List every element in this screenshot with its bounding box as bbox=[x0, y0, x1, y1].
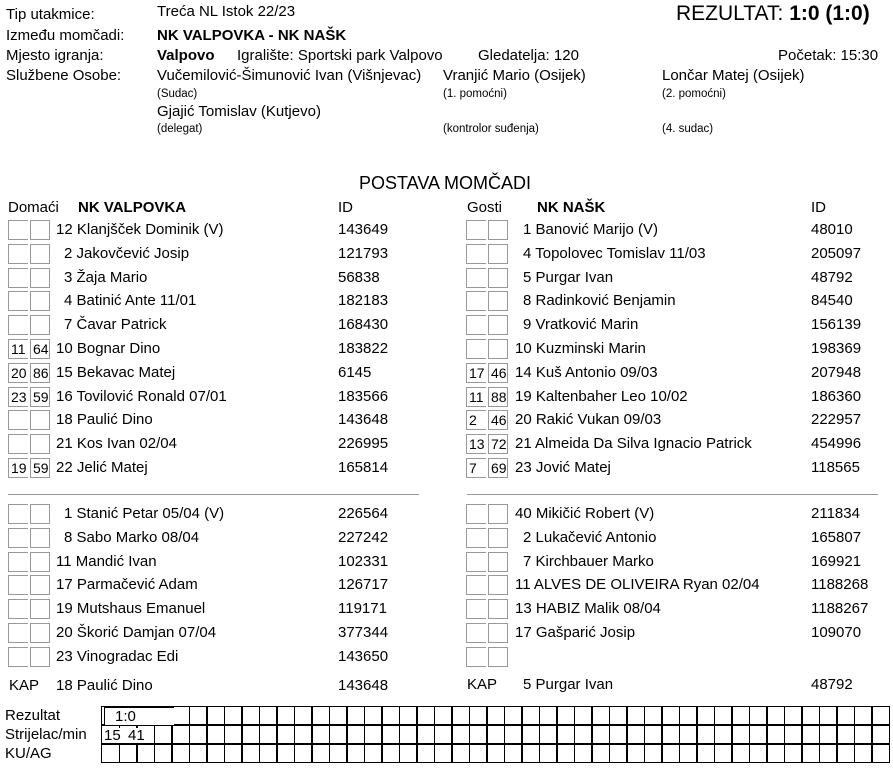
footer-cell bbox=[381, 706, 400, 725]
minute-box-in bbox=[8, 434, 28, 454]
player-name: 40 Mikičić Robert (V) bbox=[515, 505, 655, 522]
minute-box-in bbox=[8, 599, 28, 619]
tip-value: Treća NL Istok 22/23 bbox=[157, 3, 296, 20]
footer-cell bbox=[346, 744, 365, 763]
sluzbene-label: Službene Osobe: bbox=[6, 67, 122, 84]
pocetak: Početak: 15:30 bbox=[778, 47, 879, 64]
player-name: 16 Tovilović Ronald 07/01 bbox=[56, 388, 227, 405]
minute-box-out: 88 bbox=[488, 387, 508, 407]
minute-box-out bbox=[30, 528, 50, 548]
official3-role: (2. pomoćni) bbox=[662, 88, 726, 100]
minute-box-out bbox=[30, 291, 50, 311]
izmedju-value: NK VALPOVKA - NK NAŠK bbox=[157, 27, 347, 44]
minute-box-in bbox=[466, 244, 486, 264]
minute-box-out: 59 bbox=[30, 458, 50, 478]
footer-cell bbox=[276, 744, 295, 763]
minute-box-in bbox=[8, 410, 28, 430]
footer-cell bbox=[136, 744, 155, 763]
minute-box-in bbox=[466, 339, 486, 359]
home-side-label: Domaći bbox=[8, 199, 59, 216]
player-name: 2 Lukačević Antonio bbox=[523, 529, 657, 546]
player-name: 19 Kaltenbaher Leo 10/02 bbox=[515, 388, 688, 405]
minute-box-out bbox=[488, 291, 508, 311]
footer-cell bbox=[556, 744, 575, 763]
footer-cell bbox=[451, 725, 470, 744]
player-id: 211834 bbox=[811, 505, 860, 522]
minute-box-in: 2 bbox=[466, 410, 486, 430]
footer-cell bbox=[416, 744, 435, 763]
minute-box-out bbox=[488, 552, 508, 572]
minute-box-in bbox=[8, 623, 28, 643]
player-name: 19 Mutshaus Emanuel bbox=[56, 600, 206, 617]
minute-box-out bbox=[30, 552, 50, 572]
footer-cell bbox=[311, 744, 330, 763]
footer-cell bbox=[626, 706, 645, 725]
player-id: 1188267 bbox=[811, 600, 869, 617]
minute-box-in: 23 bbox=[8, 387, 28, 407]
minute-box-out bbox=[30, 647, 50, 667]
player-id: 183566 bbox=[338, 388, 389, 405]
player-name: 10 Bognar Dino bbox=[56, 340, 161, 357]
minute-box-out: 86 bbox=[30, 363, 50, 383]
minute-box-out: 46 bbox=[488, 410, 508, 430]
footer-cell bbox=[871, 725, 890, 744]
player-id: 143648 bbox=[338, 411, 389, 428]
player-name: 12 Klanjšček Dominik (V) bbox=[56, 221, 224, 238]
footer-cell bbox=[591, 725, 610, 744]
footer-cell bbox=[241, 725, 260, 744]
footer-cell bbox=[416, 706, 435, 725]
footer-cell bbox=[241, 706, 260, 725]
player-id: 454996 bbox=[811, 435, 862, 452]
footer-cell bbox=[591, 706, 610, 725]
minute-box-out bbox=[30, 575, 50, 595]
izmedju-label: Između momčadi: bbox=[6, 27, 125, 44]
footer-cell bbox=[661, 706, 680, 725]
minute-box-in bbox=[8, 647, 28, 667]
minute-box-in bbox=[466, 575, 486, 595]
minute-box-in bbox=[8, 244, 28, 264]
footer-cell bbox=[801, 744, 820, 763]
footer-cell bbox=[521, 725, 540, 744]
player-name: 7 Čavar Patrick bbox=[64, 316, 167, 333]
official3-name: Lončar Matej (Osijek) bbox=[662, 67, 805, 84]
footer-cell bbox=[836, 725, 855, 744]
player-name: 7 Kirchbauer Marko bbox=[523, 553, 654, 570]
away-kap-label: KAP bbox=[467, 676, 498, 693]
minute-box-in bbox=[466, 552, 486, 572]
footer-cell bbox=[451, 744, 470, 763]
player-name: 17 Parmačević Adam bbox=[56, 576, 198, 593]
away-id-label: ID bbox=[811, 199, 826, 216]
footer-cell bbox=[696, 706, 715, 725]
player-id: 227242 bbox=[338, 529, 389, 546]
footer-cell bbox=[381, 744, 400, 763]
minute-box-in bbox=[8, 315, 28, 335]
home-divider bbox=[8, 494, 419, 495]
away-kap-text: 5 Purgar Ivan bbox=[523, 676, 614, 693]
footer-cell bbox=[626, 744, 645, 763]
player-id: 48792 bbox=[811, 269, 853, 286]
player-id: 6145 bbox=[338, 364, 372, 381]
player-id: 165807 bbox=[811, 529, 862, 546]
minute-box-out: 69 bbox=[488, 458, 508, 478]
footer-cell bbox=[801, 706, 820, 725]
footer-cell bbox=[206, 744, 225, 763]
footer-cell bbox=[661, 725, 680, 744]
player-id: 102331 bbox=[338, 553, 389, 570]
player-name: 11 ALVES DE OLIVEIRA Ryan 02/04 bbox=[515, 576, 760, 593]
player-id: 222957 bbox=[811, 411, 862, 428]
minute-box-out bbox=[30, 315, 50, 335]
minute-box-in bbox=[466, 220, 486, 240]
official1-name: Vučemilović-Šimunović Ivan (Višnjevac) bbox=[157, 67, 422, 84]
player-name: 17 Gašparić Josip bbox=[515, 624, 636, 641]
minute-box-in bbox=[8, 504, 28, 524]
footer-cell bbox=[696, 725, 715, 744]
footer-cell bbox=[836, 744, 855, 763]
footer-cell bbox=[731, 706, 750, 725]
player-id: 377344 bbox=[338, 624, 389, 641]
footer-cell bbox=[591, 744, 610, 763]
player-id: 121793 bbox=[338, 245, 389, 262]
player-name: 1 Banović Marijo (V) bbox=[523, 221, 659, 238]
footer-cell bbox=[661, 744, 680, 763]
minute-box-in bbox=[8, 268, 28, 288]
player-id: 119171 bbox=[338, 600, 387, 617]
official2-name: Vranjić Mario (Osijek) bbox=[443, 67, 586, 84]
footer-cell bbox=[766, 744, 785, 763]
footer-cell bbox=[451, 706, 470, 725]
player-name: 14 Kuš Antonio 09/03 bbox=[515, 364, 658, 381]
footer-cell bbox=[521, 744, 540, 763]
player-name: 11 Mandić Ivan bbox=[56, 553, 157, 570]
minute-box-out bbox=[488, 244, 508, 264]
player-id: 165814 bbox=[338, 459, 389, 476]
minute-box-out bbox=[488, 504, 508, 524]
footer-rezultat-label: Rezultat bbox=[5, 707, 61, 724]
minute-box-out bbox=[30, 220, 50, 240]
footer-cell bbox=[241, 744, 260, 763]
minute-box-out bbox=[488, 575, 508, 595]
footer-cell bbox=[626, 725, 645, 744]
player-id: 182183 bbox=[338, 292, 389, 309]
player-name: 23 Vinogradac Edi bbox=[56, 648, 179, 665]
home-team: NK VALPOVKA bbox=[78, 199, 187, 216]
player-name: 20 Škorić Damjan 07/04 bbox=[56, 624, 217, 641]
minute-box-out: 72 bbox=[488, 434, 508, 454]
player-name: 2 Jakovčević Josip bbox=[64, 245, 190, 262]
footer-cell bbox=[486, 725, 505, 744]
mjesto-value: Valpovo bbox=[157, 47, 215, 64]
minute-box-in: 19 bbox=[8, 458, 28, 478]
footer-cell bbox=[696, 744, 715, 763]
player-id: 226564 bbox=[338, 505, 389, 522]
footer-cell bbox=[101, 744, 120, 763]
footer-cell bbox=[311, 706, 330, 725]
footer-cell bbox=[801, 725, 820, 744]
home-kap-text: 18 Paulić Dino bbox=[56, 677, 153, 694]
player-id: 118565 bbox=[811, 459, 860, 476]
minute-box-in bbox=[8, 220, 28, 240]
footer-strijelac-label: Strijelac/min bbox=[5, 726, 87, 743]
player-name: 9 Vratković Marin bbox=[523, 316, 639, 333]
gledatelja: Gledatelja: 120 bbox=[478, 47, 579, 64]
player-name: 21 Almeida Da Silva Ignacio Patrick bbox=[515, 435, 752, 452]
player-name: 13 HABIZ Malik 08/04 bbox=[515, 600, 661, 617]
minute-box-out bbox=[488, 268, 508, 288]
minute-box-out bbox=[488, 647, 508, 667]
minute-box-out: 64 bbox=[30, 339, 50, 359]
minute-box-in: 7 bbox=[466, 458, 486, 478]
minute-box-in bbox=[466, 647, 486, 667]
minute-box-out: 59 bbox=[30, 387, 50, 407]
footer-cell bbox=[731, 725, 750, 744]
player-id: 143650 bbox=[338, 648, 389, 665]
footer-cell bbox=[346, 706, 365, 725]
rezultat-label: REZULTAT: bbox=[676, 2, 784, 25]
footer-cell bbox=[836, 706, 855, 725]
rezultat-header bbox=[676, 2, 870, 26]
player-id: 186360 bbox=[811, 388, 862, 405]
away-team: NK NAŠK bbox=[537, 199, 606, 216]
minute-box-in bbox=[466, 599, 486, 619]
player-name: 15 Bekavac Matej bbox=[56, 364, 176, 381]
minute-box-in: 11 bbox=[8, 339, 28, 359]
minute-box-in: 13 bbox=[466, 434, 486, 454]
minute-box-in bbox=[8, 528, 28, 548]
player-name: 8 Radinković Benjamin bbox=[523, 292, 676, 309]
minute-box-in bbox=[466, 504, 486, 524]
player-id: 198369 bbox=[811, 340, 862, 357]
minute-box-in bbox=[8, 575, 28, 595]
footer-strijelac-b2: 41 bbox=[128, 727, 145, 744]
player-name: 10 Kuzminski Marin bbox=[515, 340, 646, 357]
minute-box-out bbox=[488, 220, 508, 240]
player-id: 56838 bbox=[338, 269, 380, 286]
footer-cell bbox=[871, 744, 890, 763]
footer-cell bbox=[171, 725, 190, 744]
minute-box-in bbox=[8, 552, 28, 572]
away-divider bbox=[467, 494, 878, 495]
player-id: 143649 bbox=[338, 221, 389, 238]
footer-cell bbox=[206, 706, 225, 725]
player-id: 84540 bbox=[811, 292, 853, 309]
footer-cell bbox=[486, 744, 505, 763]
player-id: 226995 bbox=[338, 435, 389, 452]
player-name: 22 Jelić Matej bbox=[56, 459, 148, 476]
minute-box-out bbox=[30, 268, 50, 288]
minute-box-out bbox=[488, 339, 508, 359]
official6-role: (4. sudac) bbox=[662, 123, 714, 135]
minute-box-out bbox=[30, 599, 50, 619]
player-name: 23 Jović Matej bbox=[515, 459, 611, 476]
player-name: 4 Batinić Ante 11/01 bbox=[64, 292, 197, 309]
minute-box-in: 17 bbox=[466, 363, 486, 383]
minute-box-in bbox=[466, 291, 486, 311]
official2-role: (1. pomoćni) bbox=[443, 88, 507, 100]
minute-box-in bbox=[466, 268, 486, 288]
player-name: 21 Kos Ivan 02/04 bbox=[56, 435, 177, 452]
footer-cell bbox=[206, 725, 225, 744]
official5-role: (kontrolor suđenja) bbox=[443, 123, 539, 135]
minute-box-out bbox=[30, 434, 50, 454]
footer-cell bbox=[346, 725, 365, 744]
footer-cell bbox=[871, 706, 890, 725]
footer-cell bbox=[381, 725, 400, 744]
player-name: 4 Topolovec Tomislav 11/03 bbox=[523, 245, 706, 262]
footer-strijelac-b1: 15 bbox=[104, 727, 121, 744]
mjesto-label: Mjesto igranja: bbox=[6, 47, 104, 64]
official4-role: (delegat) bbox=[157, 123, 203, 135]
section-title: POSTAVA MOMČADI bbox=[358, 173, 532, 193]
footer-cell bbox=[556, 725, 575, 744]
minute-box-in: 20 bbox=[8, 363, 28, 383]
player-id: 207948 bbox=[811, 364, 862, 381]
away-side-label: Gosti bbox=[467, 199, 503, 216]
footer-cell bbox=[276, 725, 295, 744]
minute-box-out bbox=[30, 504, 50, 524]
minute-box-out bbox=[30, 623, 50, 643]
minute-box-in bbox=[466, 315, 486, 335]
minute-box-out bbox=[488, 623, 508, 643]
player-name: 1 Stanić Petar 05/04 (V) bbox=[64, 505, 225, 522]
away-kap-id: 48792 bbox=[811, 676, 853, 693]
minute-box-out bbox=[30, 410, 50, 430]
footer-cell bbox=[766, 706, 785, 725]
minute-box-out bbox=[488, 315, 508, 335]
official1-role: (Sudac) bbox=[157, 88, 198, 100]
footer-kuag-label: KU/AG bbox=[5, 745, 52, 762]
player-id: 205097 bbox=[811, 245, 862, 262]
footer-cell bbox=[521, 706, 540, 725]
player-id: 183822 bbox=[338, 340, 389, 357]
player-name: 8 Sabo Marko 08/04 bbox=[64, 529, 200, 546]
footer-cell bbox=[171, 744, 190, 763]
minute-box-in: 11 bbox=[466, 387, 486, 407]
igraliste: Igralište: Sportski park Valpovo bbox=[237, 47, 443, 64]
minute-box-out: 46 bbox=[488, 363, 508, 383]
footer-cell bbox=[416, 725, 435, 744]
home-id-label: ID bbox=[338, 199, 353, 216]
player-id: 156139 bbox=[811, 316, 862, 333]
footer-cell bbox=[766, 725, 785, 744]
official4-name: Gjajić Tomislav (Kutjevo) bbox=[157, 103, 321, 120]
footer-cell bbox=[556, 706, 575, 725]
footer-cell bbox=[311, 725, 330, 744]
home-kap-label: KAP bbox=[9, 677, 40, 694]
minute-box-out bbox=[488, 528, 508, 548]
footer-cell bbox=[731, 744, 750, 763]
player-id: 1188268 bbox=[811, 576, 869, 593]
rezultat-value: 1:0 (1:0) bbox=[789, 2, 870, 25]
minute-box-in bbox=[466, 623, 486, 643]
footer-cell bbox=[486, 706, 505, 725]
player-id: 169921 bbox=[811, 553, 862, 570]
player-name: 3 Žaja Mario bbox=[64, 269, 148, 286]
player-id: 48010 bbox=[811, 221, 853, 238]
footer-rezultat-value: 1:0 bbox=[104, 707, 174, 726]
minute-box-in bbox=[466, 528, 486, 548]
player-id: 126717 bbox=[338, 576, 389, 593]
minute-box-in bbox=[8, 291, 28, 311]
player-name: 20 Rakić Vukan 09/03 bbox=[515, 411, 662, 428]
player-id: 109070 bbox=[811, 624, 862, 641]
player-name: 5 Purgar Ivan bbox=[523, 269, 614, 286]
player-id: 168430 bbox=[338, 316, 389, 333]
minute-box-out bbox=[488, 599, 508, 619]
player-name: 18 Paulić Dino bbox=[56, 411, 153, 428]
footer-cell bbox=[276, 706, 295, 725]
minute-box-out bbox=[30, 244, 50, 264]
tip-label: Tip utakmice: bbox=[6, 6, 95, 23]
home-kap-id: 143648 bbox=[338, 677, 389, 694]
